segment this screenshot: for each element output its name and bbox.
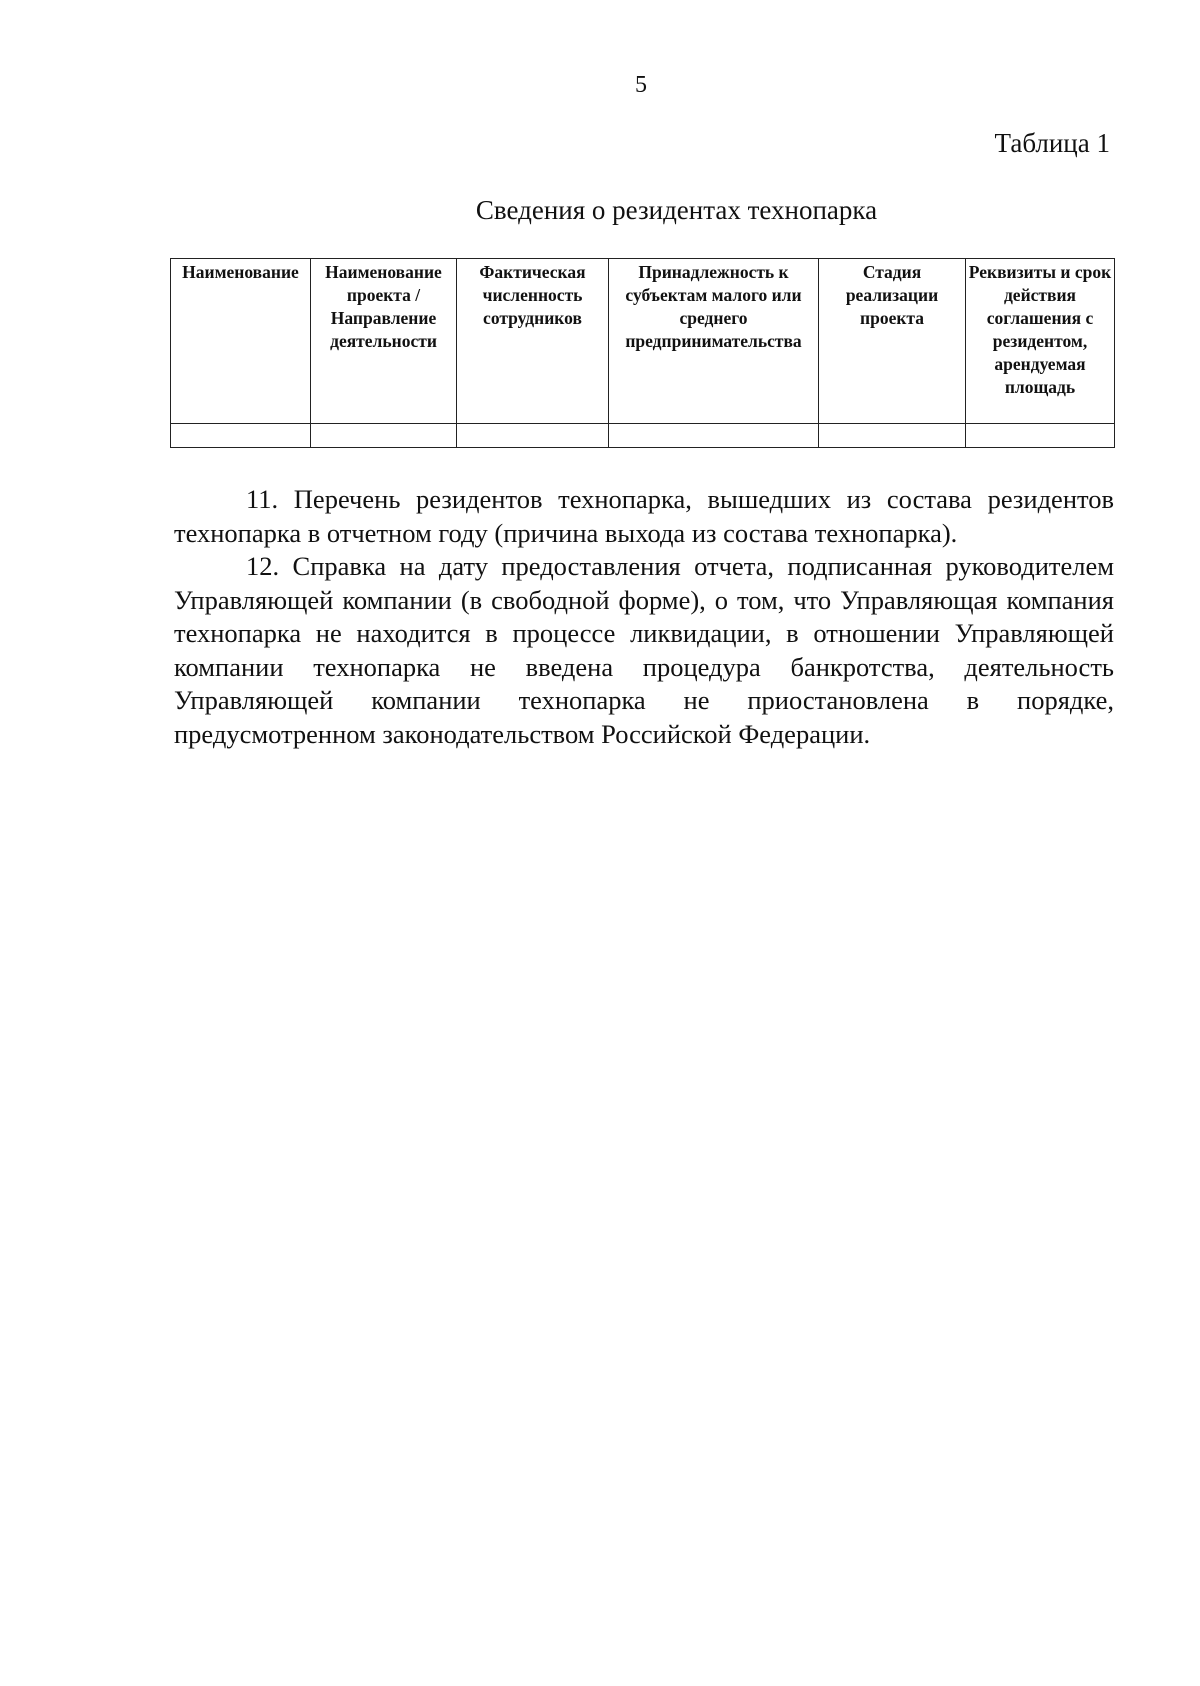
header-sme-status: Принадлежность к субъектам малого или среднего предпринимательства [609, 259, 819, 424]
table-cell [457, 424, 609, 448]
header-agreement: Реквизиты и срок действия соглашения с резидентом, арендуемая площадь [966, 259, 1115, 424]
paragraph-12: 12. Справка на дату предоставления отчета, подписанная руководителем Управляющей компании (в свободной форме), о том, что Управляющая компания технопарка не находится в процессе ликвидации, в отношении Управляющей компании технопарка не введена процедура банкротства, деятельность Управляющей компании технопарка не приостановлена в порядке, предусмотренном законодательством Российской Федерации. [174, 551, 1114, 749]
table-cell [311, 424, 457, 448]
table-label: Таблица 1 [994, 128, 1110, 158]
table-title: Сведения о резидентах технопарка [475, 195, 878, 225]
table-cell [819, 424, 966, 448]
residents-table [170, 258, 1115, 448]
body-text [174, 483, 1114, 751]
header-project-stage: Стадия реализации проекта [819, 259, 966, 424]
header-project: Наименование проекта / Направление деятельности [311, 259, 457, 424]
table-cell [609, 424, 819, 448]
header-employees: Фактическая численность сотрудников [457, 259, 609, 424]
page-number: 5 [635, 72, 647, 98]
table-header-row [171, 259, 1115, 424]
table-row [171, 424, 1115, 448]
header-name: Наименование [171, 259, 311, 424]
table-cell [171, 424, 311, 448]
paragraph-11: 11. Перечень резидентов технопарка, вышедших из состава резидентов технопарка в отчетном году (причина выхода из состава технопарка). [174, 484, 1114, 548]
table-cell [966, 424, 1115, 448]
